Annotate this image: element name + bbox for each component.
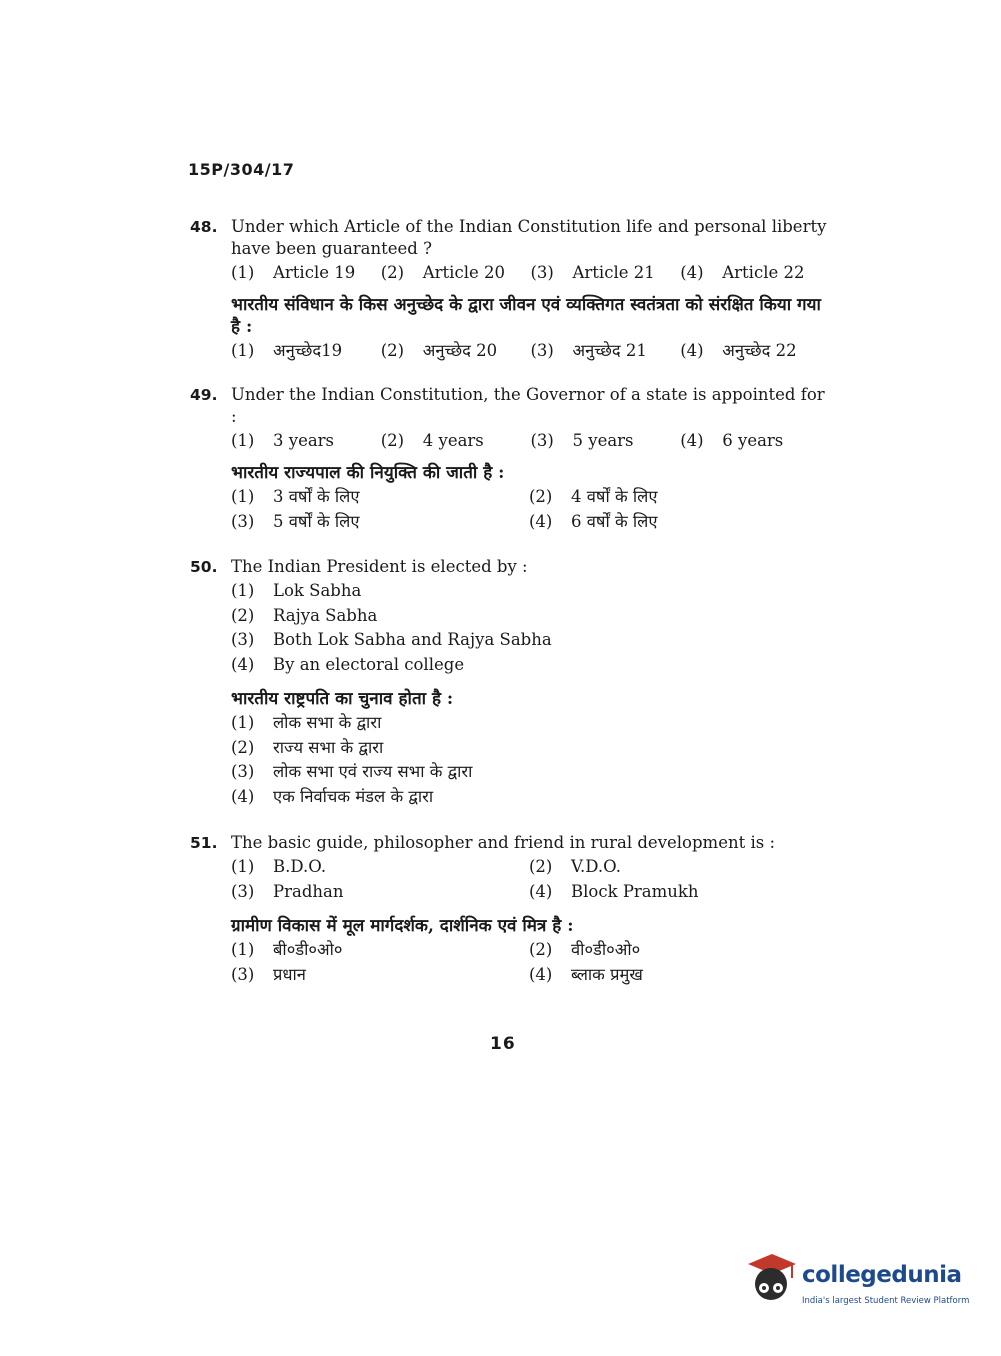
option: (4) Article 22 [680, 263, 805, 282]
option: (1) लोक सभा के द्वारा [231, 713, 382, 732]
option: (2) अनुच्छेद 20 [380, 341, 498, 360]
option: (4) By an electoral college [231, 654, 465, 674]
option: (1) अनुच्छेद19 [231, 341, 343, 360]
question-text-hi: भारतीय संविधान के किस अनुच्छेद के द्वारा जीवन एवं व्यक्तिगत स्वतंत्रता को संरक्षित किया गया है : [231, 295, 821, 337]
option: (2) 4 वर्षों के लिए [529, 487, 658, 506]
question-number: 51. [190, 834, 218, 852]
question-49 [190, 384, 830, 535]
question-number: 50. [190, 558, 218, 576]
option: (1) 3 वर्षों के लिए [231, 487, 360, 506]
option: (3) Pradhan [231, 881, 344, 901]
option: (1) B.D.O. [231, 857, 327, 876]
paper-code: 15P/304/17 [188, 160, 295, 179]
option: (4) Block Pramukh [529, 881, 699, 901]
option: (4) ब्लाक प्रमुख [529, 964, 643, 984]
question-text-en: Under the Indian Constitution, the Governor of a state is appointed for : [231, 385, 825, 426]
option: (1) Article 19 [231, 263, 356, 282]
option: (3) Both Lok Sabha and Rajya Sabha [231, 630, 552, 649]
options-en [231, 856, 830, 905]
question-50 [190, 556, 830, 810]
option: (2) V.D.O. [529, 857, 621, 876]
option: (1) 3 years [231, 431, 335, 450]
brand-tagline: India's largest Student Review Platform [802, 1296, 970, 1306]
option: (3) अनुच्छेद 21 [530, 341, 647, 360]
option: (2) Article 20 [380, 263, 505, 282]
question-text-en: The basic guide, philosopher and friend in rural development is : [231, 833, 776, 852]
options-hi [231, 340, 830, 362]
option: (4) अनुच्छेद 22 [680, 341, 797, 360]
option: (1) Lok Sabha [231, 581, 362, 600]
question-text-en: Under which Article of the Indian Constitution life and personal liberty have been guaranteed ? [231, 217, 827, 258]
options-en [231, 262, 830, 284]
question-text-hi: भारतीय राज्यपाल की नियुक्ति की जाती है : [231, 463, 505, 483]
option: (2) 4 years [380, 431, 484, 450]
option: (3) 5 years [530, 431, 634, 450]
question-number: 49. [190, 386, 218, 404]
option: (2) राज्य सभा के द्वारा [231, 737, 384, 757]
option: (2) Rajya Sabha [231, 605, 378, 625]
option: (3) Article 21 [530, 263, 655, 282]
option: (1) बी०डी०ओ० [231, 940, 343, 959]
brand-name: collegedunia [802, 1262, 962, 1288]
option: (3) प्रधान [231, 964, 306, 984]
options-hi [231, 486, 830, 535]
page-number: 16 [490, 1034, 516, 1054]
question-text-hi: ग्रामीण विकास में मूल मार्गदर्शक, दार्शनिक एवं मित्र है : [231, 916, 574, 936]
question-text-en: The Indian President is elected by : [231, 557, 528, 576]
options-hi [231, 939, 830, 988]
option: (4) एक निर्वाचक मंडल के द्वारा [231, 786, 434, 806]
option: (4) 6 वर्षों के लिए [529, 511, 658, 531]
question-text-hi: भारतीय राष्ट्रपति का चुनाव होता है : [231, 689, 454, 709]
mascot-icon [742, 1250, 800, 1308]
options-en [231, 580, 830, 678]
option: (3) लोक सभा एवं राज्य सभा के द्वारा [231, 762, 473, 781]
question-48 [190, 216, 830, 362]
option: (3) 5 वर्षों के लिए [231, 511, 360, 531]
collegedunia-watermark [742, 1250, 970, 1308]
option: (4) 6 years [680, 431, 784, 450]
option: (2) वी०डी०ओ० [529, 940, 641, 959]
options-hi [231, 712, 830, 810]
question-51 [190, 832, 830, 988]
options-en [231, 430, 830, 452]
question-number: 48. [190, 218, 218, 236]
